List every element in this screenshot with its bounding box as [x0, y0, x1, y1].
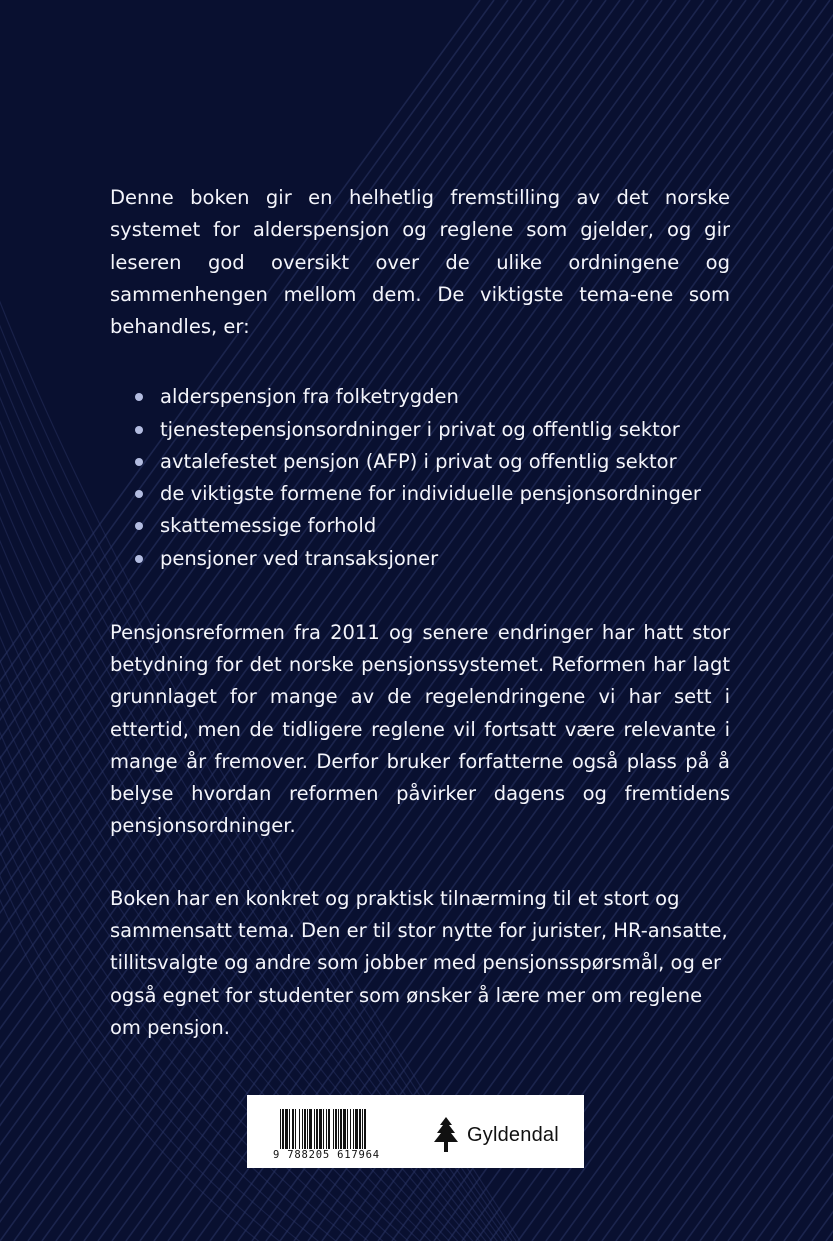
publisher-logo — [431, 1115, 559, 1155]
publisher-name: Gyldendal — [467, 1123, 559, 1146]
topic-item: alderspensjon fra folketrygden — [110, 381, 730, 413]
topic-item: de viktigste formene for individuelle pensjonsordninger — [110, 478, 730, 510]
barcode-bar — [343, 1109, 346, 1149]
barcode-bar — [282, 1109, 284, 1149]
bullet-icon — [135, 458, 143, 466]
barcode-bar — [280, 1109, 281, 1149]
barcode-bar — [340, 1109, 342, 1149]
bullet-icon — [135, 555, 143, 563]
barcode-bar — [333, 1109, 334, 1149]
barcode-bar — [326, 1109, 327, 1149]
barcode-bar — [285, 1109, 288, 1149]
bullet-icon — [135, 522, 143, 530]
barcode-icon — [280, 1109, 396, 1149]
barcode-bar — [289, 1109, 290, 1149]
barcode-bar — [316, 1109, 318, 1149]
barcode-bar — [350, 1109, 351, 1149]
topic-item: avtalefestet pensjon (AFP) i privat og offentlig sektor — [110, 446, 730, 478]
barcode-bar — [295, 1109, 296, 1149]
barcode-publisher-panel — [247, 1095, 584, 1168]
barcode-bar — [319, 1109, 322, 1149]
barcode-bar — [292, 1109, 294, 1149]
barcode-bar — [302, 1109, 303, 1149]
topic-list — [110, 381, 730, 574]
barcode-bar — [304, 1109, 306, 1149]
barcode-bar — [355, 1109, 358, 1149]
barcode-bar — [299, 1109, 300, 1149]
barcode-bar — [328, 1109, 330, 1149]
barcode-bar — [362, 1109, 363, 1149]
intro-paragraph: Denne boken gir en helhetlig fremstilling av det norske systemet for alderspensjon og reglene som gjelder, og gir leseren god oversikt over de ulike ordningene og sammenhengen mellom dem. De viktigste tema-ene som behandles, er: — [110, 186, 730, 339]
back-cover-text — [110, 182, 730, 1044]
bullet-icon — [135, 393, 143, 401]
barcode-bar — [335, 1109, 337, 1149]
fir-tree-icon — [431, 1116, 461, 1154]
barcode-bar — [353, 1109, 354, 1149]
barcode-bar — [307, 1109, 308, 1149]
barcode-bar — [359, 1109, 361, 1149]
barcode-bar — [347, 1109, 348, 1149]
audience-paragraph: Boken har en konkret og praktisk tilnærming til et stort og sammensatt tema. Den er til stor nytte for jurister, HR-ansatte, tillitsvalgte og andre som jobber med pensjonsspørsmål, og er også egnet for studenter som ønsker å lære mer om reglene om pensjon. — [110, 886, 728, 1039]
isbn-number: 9 788205 617964 — [273, 1149, 380, 1161]
barcode-bar — [323, 1109, 324, 1149]
barcode-bar — [309, 1109, 312, 1149]
bullet-icon — [135, 490, 143, 498]
topic-item: pensjoner ved transaksjoner — [110, 543, 730, 575]
barcode-bar — [364, 1109, 366, 1149]
topic-item: skattemessige forhold — [110, 510, 730, 542]
barcode-bar — [338, 1109, 339, 1149]
bullet-icon — [135, 426, 143, 434]
reform-paragraph: Pensjonsreformen fra 2011 og senere endringer har hatt stor betydning for det norske pensjonssystemet. Reformen har lagt grunnlaget for mange av de regelendringene vi har sett i ettertid, men de tidligere reglene vil fortsatt være relevante i mange år fremover. Derfor bruker forfatterne også plass på å belyse hvordan reformen påvirker dagens og fremtidens pensjonsordninger. — [110, 620, 730, 838]
barcode-bar — [314, 1109, 315, 1149]
topic-item: tjenestepensjonsordninger i privat og offentlig sektor — [110, 414, 730, 446]
